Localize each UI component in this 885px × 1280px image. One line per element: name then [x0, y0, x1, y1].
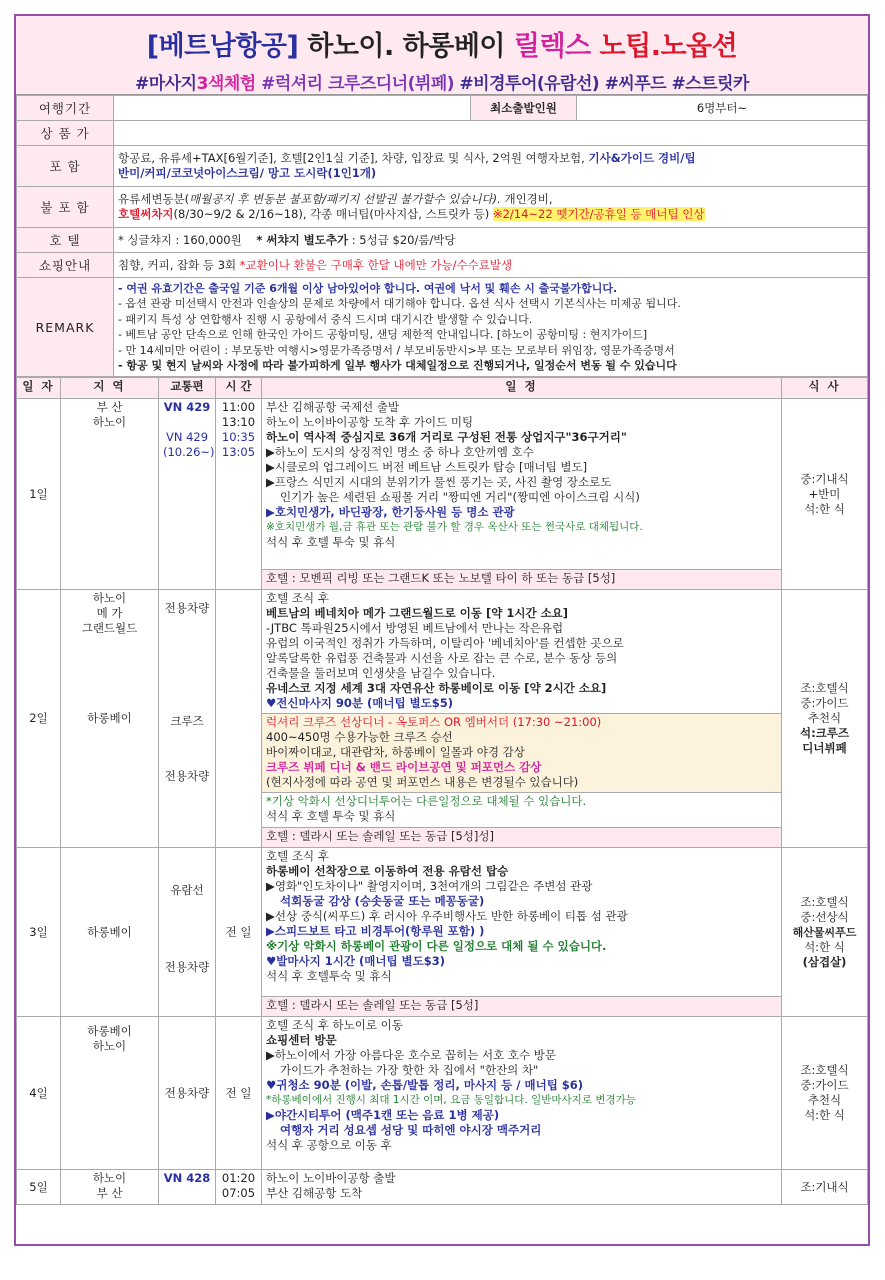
day1-meal-lunch: 중:기내식	[800, 471, 849, 486]
day4-line: ♥귀청소 90분 (이발, 손톱/발톱 정리, 마사지 등 / 매너팁 $6)	[266, 1078, 584, 1092]
include-guide-fee: 기사&가이드 경비/팁	[588, 151, 696, 165]
day2-schedule	[262, 590, 782, 714]
day2-transport-car: 전용차량	[164, 601, 210, 615]
day4-region-halong: 하롱베이	[87, 1024, 132, 1038]
day2-meal: 석:크루즈	[799, 726, 850, 740]
day1-line: 하노이 역사적 중심지로 36개 거리로 구성된 전통 상업지구"36구거리"	[266, 430, 627, 444]
day3-meal: 석:한 식	[804, 939, 845, 954]
remark-airport-meeting: - 베트남 공안 단속으로 인해 한국인 가이드 공항미팅, 샌딩 제한적 안내입니다. [하노이 공항미팅 : 현지가이드]	[118, 328, 648, 341]
day1-flight-main: VN 429	[163, 400, 211, 414]
price-value	[114, 121, 868, 146]
remark-schedule-change: - 항공 및 현지 날씨와 사정에 따라 불가피하게 일부 행사가 대체일정으로 진행되거나, 일정순서 변동 될 수 있습니다	[118, 359, 677, 372]
day2-meal: 중:가이드	[800, 696, 849, 710]
min-participants-label: 최소출발인원	[471, 96, 577, 121]
day1-row	[17, 399, 868, 570]
day5-region	[61, 1170, 159, 1205]
itinerary-table	[16, 377, 868, 1205]
day4-region	[61, 1017, 159, 1170]
day2-label: 2일	[17, 590, 61, 848]
day2-cruise-line: 400~450명 수용가능한 크루즈 승선	[266, 730, 453, 744]
day2-transport	[159, 590, 216, 848]
day1-label: 1일	[17, 399, 61, 590]
day1-flight-alt: VN 429	[165, 430, 209, 444]
day1-line: 부산 김해공항 국제선 출발	[266, 400, 400, 414]
day1-region-busan: 부 산	[96, 400, 123, 414]
exclude-value	[114, 187, 868, 228]
day3-label: 3일	[17, 848, 61, 1017]
day4-label: 4일	[17, 1017, 61, 1170]
day3-time: 전 일	[216, 848, 262, 1017]
day4-meal: 조:호텔식	[800, 1063, 849, 1077]
day2-row	[17, 590, 868, 714]
day1-line: 인기가 높은 세련된 쇼핑몰 거리 "짱띠엔 거리"(짱띠엔 아이스크림 시식)	[280, 490, 640, 504]
day5-label: 5일	[17, 1170, 61, 1205]
itinerary-header-row	[17, 378, 868, 399]
hotel-label: 호 텔	[17, 228, 114, 253]
day4-schedule	[262, 1017, 782, 1170]
day3-meal: (삼겹살)	[802, 954, 847, 969]
shopping-label: 쇼핑안내	[17, 253, 114, 278]
remark-list	[114, 278, 868, 377]
day5-flight: VN 428	[159, 1170, 216, 1205]
day2-time	[216, 590, 262, 848]
day3-transport-car: 전용차량	[164, 960, 210, 974]
remark-joint-tour: - 패키지 특성 상 연합행사 진행 시 공항에서 중식 드시며 대기시간 발생할 수 있습니다.	[118, 312, 533, 326]
day1-time-arrive: 13:10	[221, 415, 256, 429]
day1-time-alt-arrive: 13:05	[221, 445, 256, 459]
day5-line: 하노이 노이바이공항 출발	[266, 1171, 396, 1185]
day3-meal: 조:호텔식	[800, 894, 849, 909]
page-subtitle	[16, 69, 868, 94]
title-relax: 릴렉스	[513, 31, 591, 62]
day1-flight-alt-date: (10.26~)	[163, 445, 215, 459]
day2-hotel: 호텔 : 델라시 또는 솔레일 또는 동급 [5성]성]	[262, 828, 782, 848]
shopping-items: 침향, 커피, 잡화 등 3회	[118, 257, 240, 272]
exclude-personal: 개인경비,	[500, 192, 553, 206]
day3-line: ※기상 악화시 하롱베이 관광이 다른 일정으로 대체 될 수 있습니다.	[266, 939, 607, 953]
day4-line: 쇼핑센터 방문	[266, 1033, 337, 1047]
day4-meal: 석:한 식	[804, 1108, 845, 1122]
col-day: 일 자	[17, 378, 61, 399]
day4-meal: 추천식	[807, 1093, 842, 1107]
hotel-value	[114, 228, 868, 253]
day2-cruise-line: 크루즈 뷔페 디너 & 밴드 라이브공연 및 퍼포먼스 감상	[266, 760, 542, 774]
day1-line: ▶프랑스 식민지 시대의 분위기가 물씬 풍기는 곳, 사진 촬영 장소로도	[266, 475, 612, 489]
day5-time-arrive: 07:05	[221, 1186, 256, 1200]
day1-flight	[159, 399, 216, 590]
day2-meal: 조:호텔식	[800, 681, 849, 695]
day2-region	[61, 590, 159, 848]
day1-time-depart: 11:00	[221, 400, 256, 414]
day2-line: 석식 후 호텔 투숙 및 휴식	[266, 809, 396, 823]
day2-cruise-line: 바이짜이대교, 대관람차, 하롱베이 일몰과 야경 감상	[266, 745, 525, 759]
day4-line: 여행자 거리 성요셉 성당 및 따히엔 야시장 맥주거리	[280, 1123, 542, 1137]
shopping-value	[114, 253, 868, 278]
day2-meals	[782, 590, 868, 848]
day3-region: 하롱베이	[61, 848, 159, 1017]
surcharge-note: * 써챠지 별도추가	[256, 232, 349, 247]
day4-time: 전 일	[216, 1017, 262, 1170]
day4-region-hanoi: 하노이	[92, 1039, 127, 1053]
day1-line: 석식 후 호텔 투숙 및 휴식	[266, 535, 396, 549]
day1-line: 하노이 노이바이공항 도착 후 가이드 미팅	[266, 415, 474, 429]
day2-cruise-line: (현지사정에 따라 공연 및 퍼포먼스 내용은 변경될수 있습니다)	[266, 775, 579, 789]
exclude-hotel-surcharge: 호텔써차지	[118, 207, 174, 221]
exclude-fuel-note: 매월공지 후 변동분 불포함/패키지 선발권 불가할수 있습니다).	[189, 192, 501, 206]
day1-meal-dinner: 석:한 식	[804, 501, 845, 516]
day4-meals	[782, 1017, 868, 1170]
day2-cruise-box	[262, 714, 782, 793]
day5-region-hanoi: 하노이	[92, 1171, 127, 1185]
day2-region-mega: 메 가	[96, 606, 123, 620]
col-meal: 식 사	[782, 378, 868, 399]
day2-after	[262, 793, 782, 828]
day1-line: ▶시클로의 업그레이드 버전 베트남 스트릿카 탑승 [매너팁 별도]	[266, 460, 588, 474]
page-title	[16, 16, 868, 63]
price-label: 상 품 가	[17, 121, 114, 146]
day4-row	[17, 1017, 868, 1170]
day3-line: 석회동굴 감상 (승솟동굴 또는 메꽁동굴)	[280, 894, 485, 908]
exclude-tips: (8/30~9/2 & 2/16~18), 각종 매너팁(마사지삽, 스트릿카 등)	[173, 207, 493, 221]
day2-line: 건축물을 둘러보며 인생샷을 남길수 있습니다.	[266, 666, 496, 680]
day1-line: ▶호치민생가, 바딘광장, 한기둥사원 등 명소 관광	[266, 505, 515, 519]
period-value	[114, 96, 471, 121]
day4-line: 가이드가 추천하는 가장 핫한 차 집에서 "한잔의 차"	[280, 1063, 539, 1077]
day4-line: 석식 후 공항으로 이동 후	[266, 1138, 392, 1152]
day5-meal: 조:기내식	[782, 1170, 868, 1205]
day3-row	[17, 848, 868, 997]
day1-times	[216, 399, 262, 590]
day4-meal: 중:가이드	[800, 1078, 849, 1092]
shopping-refund-note: *교환이나 환불은 구매후 한달 내에만 가능/수수료발생	[239, 257, 513, 272]
tag-massage: #마사지	[135, 74, 197, 94]
day2-line: 알록달록한 유럽풍 건축물과 시선을 사로 잡는 큰 수로, 분수 동상 등의	[266, 651, 618, 665]
day5-time-depart: 01:20	[221, 1171, 256, 1185]
day3-line: ▶스피드보트 타고 비경투어(항루원 포함) )	[266, 924, 485, 938]
day1-schedule	[262, 399, 782, 570]
day5-line: 부산 김해공항 도착	[266, 1186, 363, 1200]
day2-transport-cruise: 크루즈	[170, 714, 204, 728]
day2-region-halong: 하롱베이	[87, 711, 132, 725]
day3-transport-boat: 유람선	[170, 883, 204, 897]
day2-meal: 디너뷔페	[802, 741, 847, 755]
single-charge: * 싱글챠지 : 160,000원	[118, 232, 242, 247]
day3-line: 석식 후 호텔투숙 및 휴식	[266, 969, 392, 983]
day1-meal-banhmi: +반미	[808, 486, 841, 501]
day2-region-hanoi: 하노이	[92, 591, 127, 605]
day1-hotel: 호텔 : 모벤픽 리빙 또는 그랜드K 또는 노보텔 타이 하 또는 동급 [5성]	[262, 570, 782, 590]
day2-transport-car2: 전용차량	[164, 769, 210, 783]
remark-label: REMARK	[17, 278, 114, 377]
col-time: 시 간	[216, 378, 262, 399]
day4-line: ▶야간시티투어 (맥주1캔 또는 음료 1병 제공)	[266, 1108, 500, 1122]
day5-region-busan: 부 산	[96, 1186, 123, 1200]
exclude-fuel: 유류세변동분(	[118, 192, 190, 206]
tour-itinerary-page	[14, 14, 870, 1246]
remark-children: - 만 14세미만 어린이 : 부모동반 여행시>영문가족증명서 / 부모비동반시>부 또는 모로부터 위임장, 영문가족증명서	[118, 343, 675, 357]
day1-region-hanoi: 하노이	[92, 415, 127, 429]
day2-meal: 추천식	[807, 711, 842, 725]
tag-tours: #비경투어(유람선) #씨푸드 #스트릿카	[454, 74, 749, 94]
day3-line: ▶영화"인도차이나" 촬영지이며, 3천여개의 그림같은 주변섬 관광	[266, 879, 593, 893]
day3-schedule	[262, 848, 782, 997]
period-label: 여행기간	[17, 96, 114, 121]
surcharge-amount: : 5성급 $20/룸/박당	[348, 232, 456, 247]
day5-row	[17, 1170, 868, 1205]
product-info-table	[16, 95, 868, 377]
day4-transport: 전용차량	[159, 1017, 216, 1170]
day2-line: ♥전신마사지 90분 (매너팁 별도$5)	[266, 696, 454, 710]
include-label: 포 함	[17, 146, 114, 187]
title-no-tip: 노팁.노옵션	[590, 31, 738, 62]
day2-line: 호텔 조식 후	[266, 591, 329, 605]
title-banner	[16, 16, 868, 95]
day3-meals	[782, 848, 868, 1017]
day3-hotel: 호텔 : 델라시 또는 솔레일 또는 동급 [5성]	[262, 997, 782, 1017]
day1-meals	[782, 399, 868, 590]
day5-times	[216, 1170, 262, 1205]
day2-line: -JTBC 톡파원25시에서 방영된 베트남에서 만나는 작은유럽	[266, 621, 564, 635]
day2-line: 유럽의 이국적인 정취가 가득하며, 이탈리아 '베네치아'를 컨셉한 곳으로	[266, 636, 624, 650]
day1-time-alt-depart: 10:35	[221, 430, 256, 444]
title-destination: 하노이. 하롱베이	[298, 31, 514, 62]
day4-line: ▶하노이에서 가장 아름다운 호수로 꼽히는 서호 호수 방문	[266, 1048, 556, 1062]
tag-three-color: 3색체험	[196, 74, 256, 94]
include-text: 항공료, 유류세+TAX[6월기준], 호텔[2인1실 기준], 차량, 입장료 및 식사, 2억원 여행자보험,	[118, 151, 589, 165]
tag-cruise-dinner: #럭셔리 크루즈디너(뷔페)	[255, 74, 455, 94]
remark-passport: - 여권 유효기간은 출국일 기준 6개월 이상 남아있어야 합니다. 여권에 낙서 및 훼손 시 출국불가합니다.	[118, 281, 618, 295]
day4-line: 호텔 조식 후 하노이로 이동	[266, 1018, 403, 1032]
day3-line: ▶선상 중식(씨푸드) 후 러시아 우주비행사도 반한 하롱베이 티톱 섬 관광	[266, 909, 628, 923]
include-value	[114, 146, 868, 187]
day1-line: ▶하노이 도시의 상징적인 명소 중 하나 호안끼엠 호수	[266, 445, 534, 459]
col-transport: 교통편	[159, 378, 216, 399]
day2-cruise-line: 럭셔리 크루즈 선상디너 - 옥토퍼스 OR 엠버서더 (17:30 ~21:00)	[266, 715, 602, 729]
day3-line: 호텔 조식 후	[266, 849, 329, 863]
day2-line: 유네스코 지정 세계 3대 자연유산 하롱베이로 이동 [약 2시간 소요]	[266, 681, 607, 695]
col-schedule: 일 정	[262, 378, 782, 399]
day3-meal: 중:선상식	[800, 909, 849, 924]
include-snacks: 반미/커피/코코넛아이스크림/ 망고 도시락(1인1개)	[118, 166, 377, 180]
day3-line: 하롱베이 선착장으로 이동하여 전용 유람선 탑승	[266, 864, 509, 878]
exclude-label: 불 포 함	[17, 187, 114, 228]
day3-meal: 해산물씨푸드	[792, 925, 857, 939]
day2-line: 베트남의 베네치아 메가 그랜드월드로 이동 [약 1시간 소요]	[266, 606, 569, 620]
col-region: 지 역	[61, 378, 159, 399]
remark-option: - 옵션 관광 미선택시 안전과 인솔상의 문제로 차량에서 대기해야 합니다. 옵션 식사 선택시 기본식사는 미제공 됩니다.	[118, 297, 681, 310]
day1-region	[61, 399, 159, 590]
day3-line: ♥발마사지 1시간 (매너팁 별도$3)	[266, 954, 446, 968]
day1-line: ※호치민생가 월,금 휴관 또는 관람 불가 할 경우 옥산사 또는 쩐국사로 대체됩니다.	[266, 521, 643, 533]
day2-region-grandworld: 그랜드월드	[81, 621, 138, 635]
day5-schedule	[262, 1170, 782, 1205]
exclude-holiday-note: ※2/14~22 뗏기간/공휴일 등 매너팁 인상	[492, 207, 705, 221]
min-participants-value: 6명부터~	[577, 96, 868, 121]
day4-line: *하롱베이에서 진행시 최대 1시간 이며, 요금 동일합니다. 일반마사지로 변경가능	[266, 1094, 636, 1106]
day3-transport	[159, 848, 216, 1017]
title-airline: [베트남항공]	[146, 31, 299, 62]
day2-line: *기상 악화시 선상디너투어는 다른일정으로 대체될 수 있습니다.	[266, 794, 587, 808]
